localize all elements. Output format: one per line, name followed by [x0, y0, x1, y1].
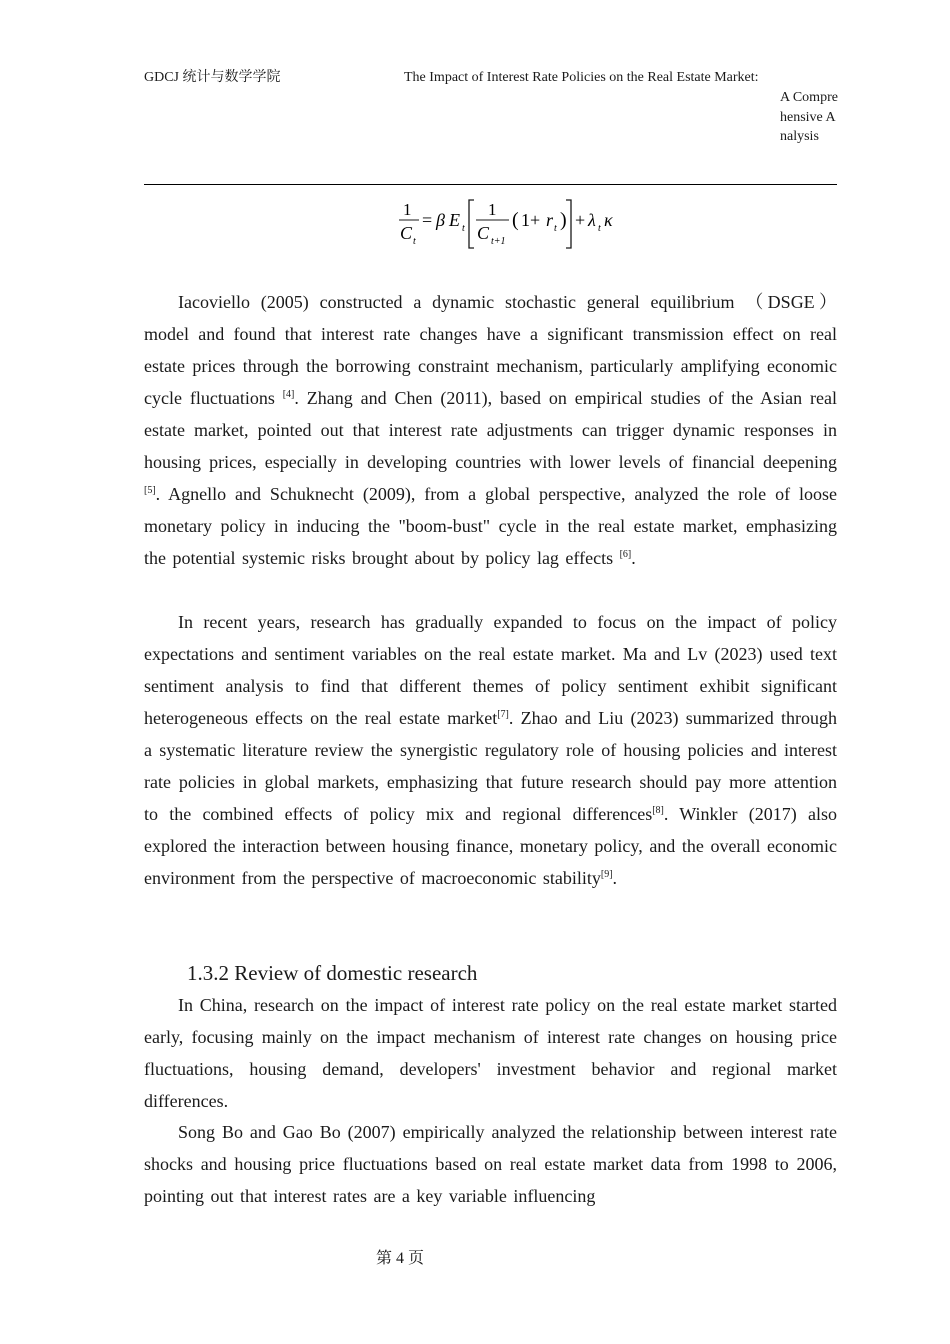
- paragraph-international-review-2: [144, 606, 837, 894]
- p2-text-c: . Winkler (2017) also explored the interaction between housing finance, monetary policy, and the overall economic environment from the perspective of macroeconomic stability: [144, 804, 837, 888]
- eq-lambda-sub: t: [598, 223, 601, 234]
- eq-rhs-denominator-sub: t+1: [491, 236, 506, 247]
- eq-rhs-numerator: 1: [488, 200, 497, 219]
- page-number: 第 4 页: [376, 1250, 425, 1267]
- eq-rate: r: [546, 210, 554, 230]
- p1-text-c: . Agnello and Schuknecht (2009), from a global perspective, analyzed the role of loose monetary policy in inducing the "boom-bust" cycle in the real estate market, emphasizing the potential systemic risks brought about by policy lag effects: [144, 484, 837, 568]
- citation-6: [6]: [619, 549, 632, 560]
- p1-text-a: Iacoviello (2005) constructed a dynamic stochastic general equilibrium （DSGE） model and found that interest rate changes have a significant transmission effect on real estate prices through the borrowing constraint mechanism, particularly amplifying economic cycle fluctuations: [144, 292, 837, 408]
- eq-right-bracket: [566, 200, 571, 248]
- eq-one-plus: 1+: [521, 210, 541, 230]
- euler-equation-svg: [395, 194, 635, 254]
- euler-equation: [395, 194, 635, 254]
- paragraph-international-review-1: [144, 286, 837, 574]
- p1-text-b: . Zhang and Chen (2011), based on empirical studies of the Asian real estate market, pointed out that interest rate adjustments can trigger dynamic responses in housing prices, especially in developing countries with lower levels of financial deepening: [144, 388, 838, 472]
- eq-lhs-denominator-sub: t: [413, 236, 416, 247]
- citation-5: [5]: [144, 485, 156, 496]
- paragraph-domestic-intro: [144, 989, 837, 1117]
- citation-8: [8]: [652, 805, 664, 816]
- p2-text-b: . Zhao and Liu (2023) summarized through a systematic literature review the synergistic regulatory role of housing policies and interest rate policies in global markets, emphasizing that future research should pay more attention to the combined effects of policy mix and regional differences: [144, 708, 837, 824]
- eq-kappa: κ: [604, 210, 613, 230]
- citation-9: [9]: [600, 869, 613, 880]
- eq-expectation-sub: t: [462, 223, 465, 234]
- eq-beta: β: [436, 210, 445, 230]
- eq-paren-open: (: [512, 209, 519, 231]
- header-divider: [144, 184, 837, 185]
- eq-rhs-denominator: C: [477, 223, 490, 243]
- eq-lambda: λ: [588, 210, 596, 230]
- citation-4: [4]: [282, 389, 295, 400]
- section-heading-domestic-research: 1.3.2 Review of domestic research: [187, 961, 478, 985]
- p2-text-a: In recent years, research has gradually expanded to focus on the impact of policy expectations and sentiment variables on the real estate market. Ma and Lv (2023) used text sentiment analysis to find that different themes of policy sentiment exhibit significant heterogeneous effects on the real estate market: [144, 612, 837, 728]
- eq-lhs-denominator: C: [400, 223, 413, 243]
- paragraph-domestic-song-gao: [144, 1116, 837, 1212]
- citation-7: [7]: [497, 709, 509, 720]
- eq-paren-close: ): [560, 209, 567, 231]
- p4-text: Song Bo and Gao Bo (2007) empirically analyzed the relationship between interest rate shocks and housing price fluctuations based on real estate market data from 1998 to 2006, pointing out that interest rates are a key variable influencing: [144, 1122, 837, 1206]
- eq-lhs-numerator: 1: [403, 200, 412, 219]
- eq-plus: +: [575, 210, 586, 230]
- eq-expectation: E: [449, 210, 460, 230]
- eq-equals: =: [422, 210, 433, 230]
- p1-text-d: .: [631, 548, 636, 568]
- p3-text: In China, research on the impact of interest rate policy on the real estate market started early, focusing mainly on the impact mechanism of interest rate changes on housing price fluctuations, housing demand, developers' investment behavior and regional market differences.: [144, 995, 837, 1111]
- header-title-wrap: A Comprehensive Analysis: [780, 90, 838, 145]
- eq-rate-sub: t: [554, 223, 557, 234]
- p2-text-d: .: [612, 868, 618, 888]
- header-left-label: GDCJ 统计与数学学院: [144, 70, 281, 85]
- header-title: The Impact of Interest Rate Policies on the Real Estate Market:: [404, 70, 759, 85]
- eq-left-bracket: [469, 200, 474, 248]
